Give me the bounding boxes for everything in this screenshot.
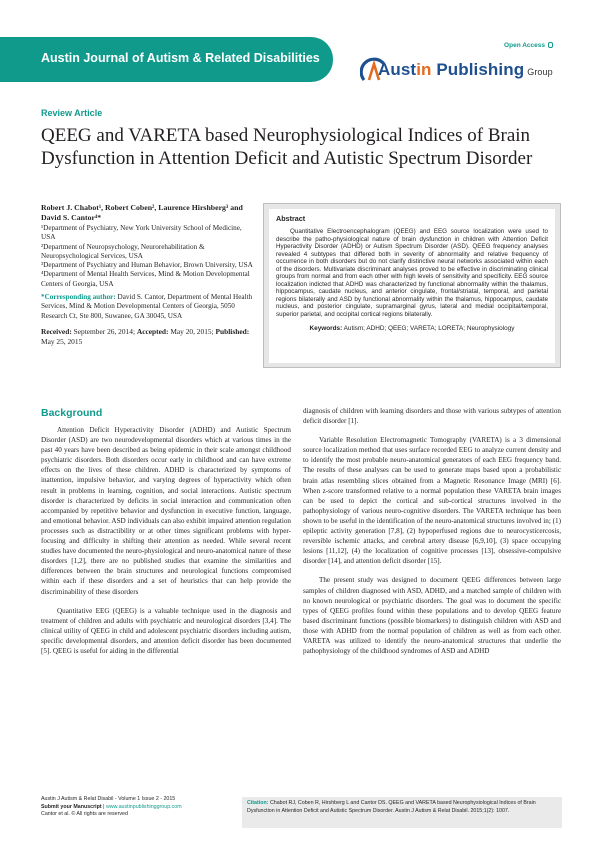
body-paragraph: Variable Resolution Electromagnetic Tomography (VARETA) is a 3 dimensional source localization method that uses surface recorded EEG to analyze current density and to identify the most probable neuro-anatomical generators of each EEG frequency band. The results of these analyses can be used to generate maps based upon a probabilistic brain atlas resembling slices obtained from a Magnetic Resonance Image (MRI) [6]. When z-score transformed relative to a normal population these VARETA brain images can be used to depict the cortical and sub-cortical structures involved in the pathophysiology of various neuro-cognitive disorders. The VARETA technique has been shown to be useful in the identification of the neuro-anatomical structures involved in; (1) epileptic activity generation [7,8], (2) hypoperfused regions due to neurocysticercosis, reversible ischemic attacks, and cerebral artery disease [6,9,10], (3) space occupying lesions [11,12], (4) the localization of cognitive processes [13], obsessive-compulsive disorder [14], and attention deficit disorder [15]. [303, 436, 561, 566]
submit-url-link[interactable]: www.austinpublishinggroup.com [105, 803, 182, 810]
body-column-left [41, 425, 291, 656]
body-paragraph: Attention Deficit Hyperactivity Disorder (ADHD) and Autistic Spectrum Disorder (ASD) are two neurodevelopmental disorders which at various times in the past 40 years have been described as being epidemic in their scale amongst childhood psychiatric disorders. Both disorders occur early in childhood and can have extreme effects on the lives of these children. ADHD is characterized by symptoms of inattention, impulsive behavior, and varying degrees of hyperactivity which often result in problems in learning, cognition, and social interactions. Autistic spectrum disorder is characterized by deficits in social interaction and communication often accompanied by repetitive behavior and dysfunction in executive function, language, and emotional behavior. ASD individuals can also exhibit impaired attention regulation processes such as distractibility or at other times significant problems with hyper-focusing and difficulty in shifting their attention as needed. While several recent studies have documented the neuro-physiological and neuro-anatomical nature of these disorders [1,2], there are no published studies that examine the similarities and differences between the brain structures and neurological functions compromised within each if these disorders and a set of heuristics that can help provide the discriminability of these disorders [41, 426, 291, 596]
citation-box [242, 797, 562, 828]
corresponding-author [41, 293, 256, 321]
publisher-group: Group [527, 67, 553, 77]
citation-label: Citation: [247, 800, 269, 806]
citation-text: Chabot RJ, Coben R, Hirshberg L and Cantor DS. QEEG and VARETA based Neurophysiological Indices of Brain Dysfunction in Attention Deficit and Autistic Spectrum Disorder. Austin J Autism & Relat Disabil. 2015;1(2): 1007. [247, 800, 536, 814]
article-type: Review Article [41, 108, 103, 118]
affiliation-2: ²Department of Neuropsychology, Neurorehabilitation & Neuropsychological Services, USA [41, 242, 205, 260]
section-heading-background: Background [41, 407, 103, 419]
open-lock-icon [548, 42, 553, 48]
author-list: Robert J. Chabot¹, Robert Coben², Laurence Hirshberg³ and David S. Cantor⁴* [41, 203, 243, 222]
body-paragraph-continued: diagnosis of children with learning disorders and those with various subtypes of attention deficit disorder [1]. [303, 407, 561, 426]
footer-journal-line: Austin J Autism & Relat Disabil - Volume 1 Issue 2 - 2015 [41, 796, 176, 802]
footer-submit: Submit your Manuscript | www.austinpublishinggroup.com [41, 803, 182, 810]
article-title: QEEG and VARETA based Neurophysiological Indices of Brain Dysfunction in Attention Deficit and Autistic Spectrum Disorder [41, 125, 533, 169]
abstract-text: Quantitative Electroencephalogram (QEEG) and EEG source localization were used to describe the patho-physiological nature of brain dysfunction in children with Attention Deficit Hyperactivity Disorder (ADHD) or Autism Spectrum Disorder (ASD). QEEG frequency analyses revealed 4 subtypes that differed both in severity of abnormality and relative frequency of occurrence in both disorders but do not clarify distinctive neural networks associated within each of the disorders. Multivariate discriminant analyses proved to be effective in discriminating clinical groups from normal and from each other with high levels of sensitivity and specificity. EEG source localization indicted that ADHD was characterized by functional abnormality within the thalamus, hippocampus, caudate nucleus, and anterior cingulate, frontal/striatal, temporal, and parietal regions bilaterally and ASD by functional abnormality within the thalamus, hippocampus, caudate nucleus, and posterior cingulate, supramarginal gyrus, lateral and medial occipital/temporal, superior parietal, and occipital cortical regions bilaterally. [276, 228, 548, 319]
author-info [41, 203, 256, 346]
footer-journal-info [41, 796, 241, 819]
footer-copyright: Cantor et al. © All rights are reserved [41, 811, 128, 817]
affiliation-1: ¹Department of Psychiatry, New York University School of Medicine, USA [41, 224, 242, 242]
affiliation-4: ⁴Department of Mental Health Services, Mind & Motion Developmental Centers of Georgia, USA [41, 270, 250, 288]
corresponding-text: David S. Cantor, Department of Mental Health Services, Mind & Motion Developmental Centers of Georgia, 5050 Research Ct, Ste 800, Suwanee, GA 30045, USA [41, 293, 253, 320]
abstract-heading: Abstract [276, 214, 306, 223]
abstract-box [263, 203, 561, 368]
body-paragraph: The present study was designed to document QEEG differences between large samples of children diagnosed with ASD, ADHD, and a matched sample of children with no known neurological or psychiatric disorders. The goal was to document the specific types of QEEG profiles found within these populations and to develop QEEG feature based discriminant functions (possible biomarkers) to distinguish children with ASD and those with ADHD from the normal population of children as well as from each other. VARETA was utilized to identify the neuro-anatomical structures that underlie the pathophysiology of the childhood syndromes of ASD and ADHD [303, 576, 561, 656]
publisher-name: Austin Publishing Group [378, 60, 553, 79]
open-access-text: Open Access [504, 42, 545, 49]
publisher-logo[interactable] [360, 56, 560, 84]
corresponding-label: *Corresponding author: [41, 293, 116, 302]
abstract-panel [269, 209, 555, 363]
keywords: Keywords: Autism; ADHD; QEEG; VARETA; LORETA; Neurophysiology [309, 324, 515, 332]
body-column-right [303, 406, 561, 656]
affiliation-3: ³Department of Psychiatry and Human Behavior, Brown University, USA [41, 261, 253, 270]
open-access-label [504, 42, 553, 49]
article-dates: Received: September 26, 2014; Accepted: May 20, 2015; Published: May 25, 2015 [41, 326, 250, 346]
body-paragraph: Quantitative EEG (QEEG) is a valuable technique used in the diagnosis and treatment of children and adults with psychiatric and neurological disorders [3,4]. The clinical utility of QEEG in child and adolescent psychiatric disorders including autism, specific developmental disorders, and attention deficit disorder has been documented [5]. QEEG is useful for aiding in the differential [41, 606, 291, 655]
journal-name: Austin Journal of Autism & Related Disabilities [41, 51, 320, 65]
